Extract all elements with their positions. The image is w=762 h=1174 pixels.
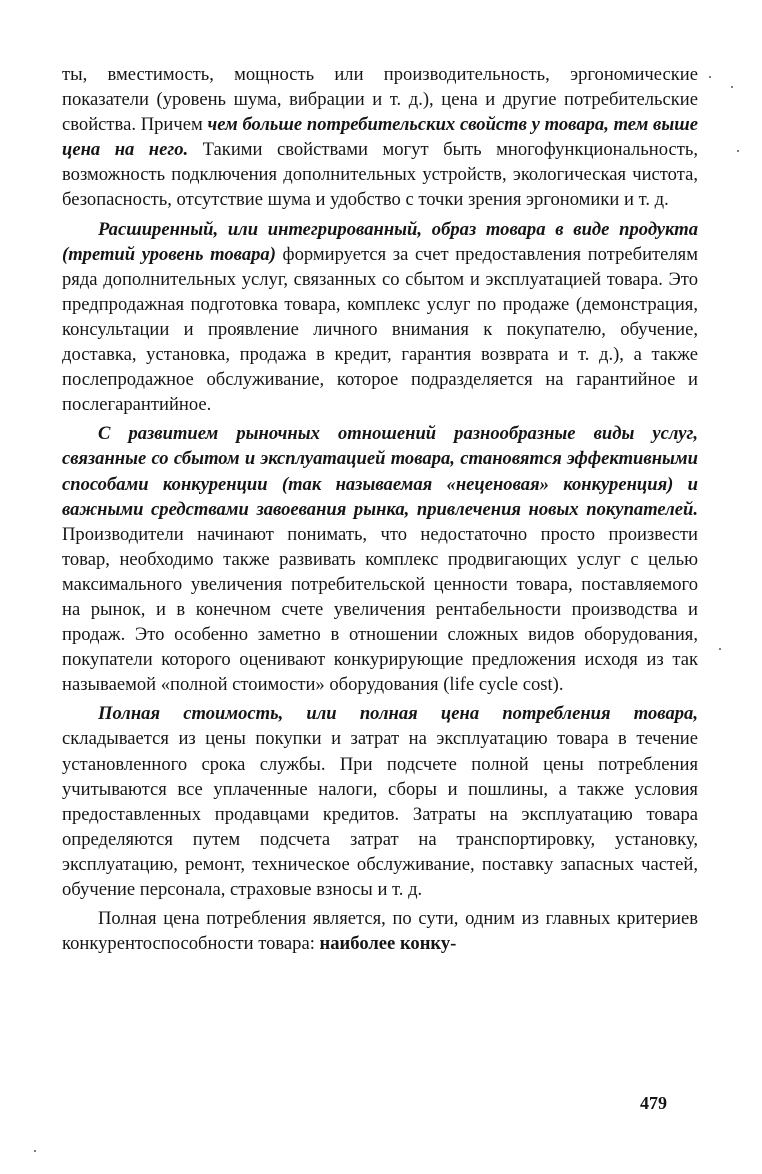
paragraph-1 — [62, 62, 698, 213]
page-number: 479 — [640, 1093, 667, 1113]
scan-speck — [737, 150, 739, 152]
paragraph-4-text: складывается из цены покупки и затрат на эксплуатацию товара в течение установленного срока службы. При подсчете полной цены потребления учитываются все уплаченные налоги, сборы и пошлины, а также условия предоставленных продавцами кредитов. Затраты на эксплуатацию товара определяются путем подсчета затрат на транспортировку, установку, эксплуатацию, ремонт, техническое обслуживание, поставку запасных частей, обучение персонала, страховые взносы и т. д. — [62, 728, 698, 900]
scan-speck — [709, 76, 711, 78]
paragraph-2-text: формируется за счет предоставления потребителям ряда дополнительных услуг, связанных со сбытом и эксплуатацией товара. Это предпродажная подготовка товара, комплекс услуг по продаже (демонстрация, консультации и проявление личного внимания к покупателю, обучение, доставка, установка, продажа в кредит, гарантия возврата и т. д.), а также послепродажное обслуживание, которое подразделяется на гарантийное и послегарантийное. — [62, 243, 698, 416]
paragraph-4-term: Полная стоимость, или полная цена потребления товара, — [98, 703, 698, 725]
paragraph-5 — [62, 906, 698, 956]
scan-speck — [719, 648, 721, 650]
paragraph-3 — [62, 421, 698, 697]
page-body — [62, 62, 698, 1142]
paragraph-5-text: Полная цена потребления является, по сути, одним из главных критериев конкурентоспособности товара: — [62, 908, 698, 955]
paragraph-5-bold-tail: наиболее конку- — [319, 933, 457, 955]
scan-speck — [731, 86, 733, 88]
paragraph-3-text: Производители начинают понимать, что недостаточно просто произвести товар, необходимо также развивать комплекс продвигающих услуг с целью максимального увеличения потребительской ценности товара, поставляемого на рынок, и в конечном счете увеличения рентабельности производства и продаж. Это особенно заметно в отношении сложных видов оборудования, покупатели которого оценивают конкурирующие предложения исходя из так называемой «полной стоимости» оборудования (life cycle cost). — [62, 523, 698, 696]
paragraph-1-text-b: Такими свойствами могут быть многофункциональность, возможность подключения дополнительных устройств, экологическая чистота, безопасность, отсутствие шума и удобство с точки зрения эргономики и т. д. — [62, 139, 698, 211]
paragraph-4 — [62, 701, 698, 902]
scan-speck — [34, 1150, 36, 1152]
paragraph-1-text-a: ты, вместимость, мощность или производительность, эргономические показатели (уровень шума, вибрации и т. д.), цена и другие потребительские свойства. Причем — [62, 64, 698, 136]
paragraph-3-emphasis: С развитием рыночных отношений разнообразные виды услуг, связанные со сбытом и эксплуатацией товара, становятся эффективными способами конкуренции (так называемая «неценовая» конкуренция) и важными средствами завоевания рынка, привлечения новых покупателей. — [62, 423, 698, 520]
paragraph-2-term: Расширенный, или интегрированный, образ товара в виде продукта (третий уровень товара) — [62, 218, 698, 265]
paragraph-1-emphasis: чем больше потребительских свойств у товара, тем выше цена на него. — [62, 114, 698, 161]
paragraph-2 — [62, 217, 698, 418]
